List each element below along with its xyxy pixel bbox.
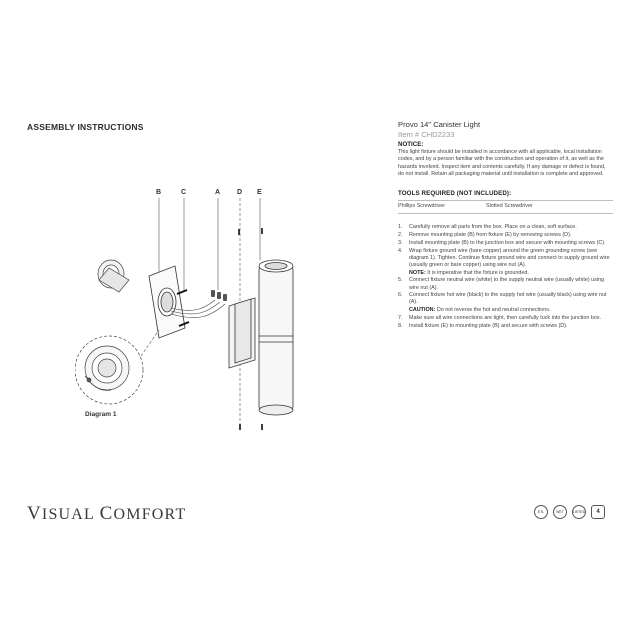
label-d: D bbox=[237, 189, 243, 196]
canister-light bbox=[259, 260, 293, 415]
notice-text: This light fixture should be installed in accordance with all applicable, local installation codes, and by a person familiar with the construction and operation of it, as well as the hazards involved. Inspect item and contents carefully. If any damage or defect is found, do not install. Retain all packaging material until installation is complete and approved. bbox=[398, 149, 606, 177]
step-item: 2. Remove mounting plate (B) from fixture (E) by removing screws (D). bbox=[398, 232, 572, 239]
step-note: NOTE: It is imperative that the fixture is grounded. bbox=[409, 269, 529, 276]
diagram-caption: Diagram 1 bbox=[85, 411, 117, 418]
divider bbox=[398, 213, 613, 214]
etl-listed-icon: ETL bbox=[534, 505, 548, 519]
page-number: 4 bbox=[591, 505, 605, 519]
label-c: C bbox=[181, 189, 187, 196]
step-item: 5. Connect fixture neutral wire (white) to the supply neutral wire (usually white) using wire nut (A). bbox=[398, 277, 605, 291]
step-note: CAUTION: Do not reverse the hot and neutral connections. bbox=[409, 307, 551, 314]
label-a: A bbox=[215, 189, 221, 196]
steps-list bbox=[398, 224, 613, 329]
step-item: 8. Install fixture (E) to mounting plate (B) and secure with screws (D). bbox=[398, 322, 568, 329]
tool-item: Phillips Screwdriver bbox=[398, 203, 446, 210]
step-item: 3. Install mounting plate (B) to the junction box and secure with mounting screws (C). bbox=[398, 239, 606, 246]
step-item: 1. Carefully remove all parts from the box. Place on a clean, soft surface. bbox=[398, 224, 577, 231]
divider bbox=[398, 200, 613, 201]
mounting-plate bbox=[149, 266, 185, 338]
brand-logo: VISUAL COMFORT bbox=[27, 503, 187, 524]
tools-list bbox=[398, 203, 613, 210]
step-item: 4. Wrap fixture ground wire (bare copper) around the green grounding screw (see diagram 1). Tighten. Continue fixture ground wire and connect to supply ground wire (usually green or bare copper) using wire nut (A). bbox=[398, 247, 610, 268]
junction-box bbox=[98, 260, 129, 292]
fixture-backplate bbox=[229, 298, 255, 368]
detail-circle bbox=[75, 336, 143, 404]
certification-marks bbox=[534, 505, 605, 519]
item-number: Item # CHD2233 bbox=[398, 130, 455, 139]
step-item: 6. Connect fixture hot wire (black) to the supply hot wire (usually black) using wire nut (A). bbox=[398, 292, 607, 306]
tool-item: Slotted Screwdriver bbox=[486, 203, 533, 210]
assembly-diagram bbox=[75, 180, 305, 440]
product-name: Provo 14" Canister Light bbox=[398, 120, 481, 129]
instructions-column bbox=[398, 120, 613, 330]
label-b: B bbox=[156, 189, 162, 196]
label-e: E bbox=[257, 189, 262, 196]
tools-title: TOOLS REQUIRED (NOT INCLUDED): bbox=[398, 190, 512, 198]
assembly-title: ASSEMBLY INSTRUCTIONS bbox=[27, 122, 144, 132]
wet-location-icon: WET bbox=[553, 505, 567, 519]
wire-nuts bbox=[211, 290, 227, 301]
notice-title: NOTICE: bbox=[398, 141, 424, 148]
assembly-diagram-svg bbox=[75, 180, 305, 440]
step-item: 7. Make sure all wire connections are tight, then carefully tuck into the junction box. bbox=[398, 314, 602, 321]
listed-icon: LISTED bbox=[572, 505, 586, 519]
